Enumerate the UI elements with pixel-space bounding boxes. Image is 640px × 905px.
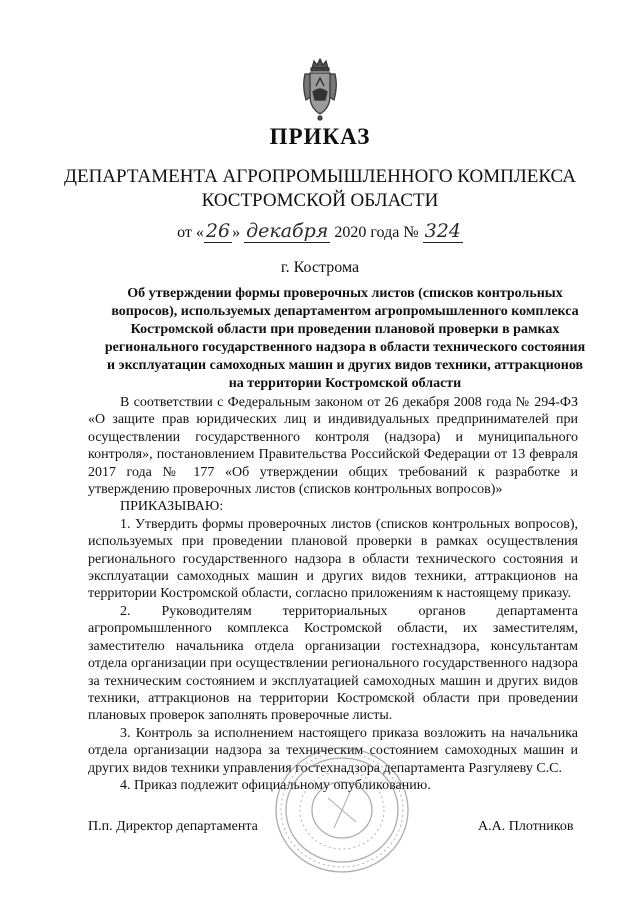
handwritten-day: 26 [205, 220, 231, 242]
order-word: ПРИКАЗЫВАЮ: [120, 499, 224, 515]
department-name-line2: КОСТРОМСКОЙ ОБЛАСТИ [201, 190, 439, 211]
department-name [0, 165, 640, 213]
coat-of-arms-icon [298, 56, 342, 122]
order-subject: Об утверждении формы проверочных листов (списков контрольных вопросов), используемых департаментом агропромышленного комплекса Костромской области при проведении плановой проверки в рамках регионального государственного надзора в области технического состояния и эксплуатации самоходных машин и других видов техники, аттракционов на территории Костромской области [104, 286, 586, 391]
city-line: г. Кострома [280, 259, 360, 276]
signatory-position: П.п. Директор департамента [88, 819, 258, 834]
order-item-4: 4. Приказ подлежит официальному опубликованию. [120, 777, 431, 793]
official-seal-icon [258, 740, 426, 880]
order-item-2: 2. Руководителям территориальных органов департамента агропромышленного комплекса Костромской области, их заместителям, заместителю начальника отдела организации гостехнадзора, консультантам отдела организации при осуществлении регионального государственного надзора за техническим состоянием и эксплуатацией самоходных машин и других видов техники, аттракционов на территории Костромской области при проведении плановых проверок заполнять проверочные листы. [88, 603, 578, 724]
handwritten-order-number: 324 [424, 220, 461, 242]
handwritten-month: декабря [246, 220, 329, 242]
document-title: ПРИКАЗ [269, 124, 371, 149]
signatory-name: А.А. Плотников [478, 819, 574, 834]
preamble-paragraph: В соответствии с Федеральным законом от 26 декабря 2008 года № 294-ФЗ «О защите прав юридических лиц и индивидуальных предпринимателей при осуществлении государственного контроля (надзора) и муниципального контроля», постановлением Правительства Российской Федерации от 13 февраля 2017 года № 177 «Об утверждении общих требований к разработке и утверждению проверочных листов (списков контрольных вопросов)» [88, 395, 578, 498]
department-name-line1: ДЕПАРТАМЕНТА АГРОПРОМЫШЛЕННОГО КОМПЛЕКСА [64, 166, 576, 187]
order-item-1: 1. Утвердить формы проверочных листов (списков контрольных вопросов), используемых при проведении плановой проверки в рамках осуществления регионального государственного надзора в области технического состояния и эксплуатации самоходных машин и других видов техники, аттракционов на территории Костромской области, согласно приложениям к настоящему приказу. [88, 516, 578, 602]
date-year: 2020 года № [330, 224, 423, 241]
date-prefix: от « [177, 224, 204, 241]
date-mid: » [232, 224, 245, 241]
order-dateline [0, 220, 640, 242]
order-item-3: 3. Контроль за исполнением настоящего приказа возложить на начальника отдела организации надзора за техническим состоянием самоходных машин и других видов техники управления гостехнадзора департамента Разгуляеву С.С. [88, 725, 578, 776]
order-body [88, 394, 578, 794]
